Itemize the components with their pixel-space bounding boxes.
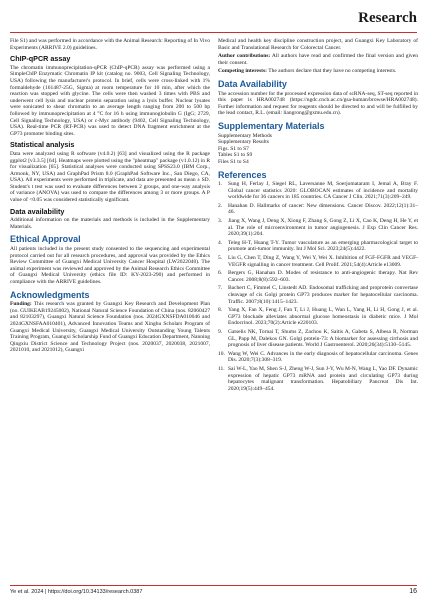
supplementary-item: Figs. S1 to S7 xyxy=(218,145,249,152)
supplementary-item: Supplementary Results xyxy=(218,139,269,146)
reference-number: 3. xyxy=(218,218,223,225)
intro-paragraph: File S1) and was performed in accordance with the Animal Research: Reporting of In Vivo Experiments (ARRIVE 2.0) guidelines. xyxy=(10,38,210,51)
chip-paragraph: The chromatin immunoprecipitation-qPCR (ChIP-qPCR) assay was performed using a SimpleChIP Enzymatic Chromatin IP kit (catalog no. 9003, Cell Signaling Technology, USA) following the manufacturer's protocol. In brief, cells were cross-linked with 1% formaldehyde (161487-25G, Sigma) at room temperature for 10 min, after which the reaction was stopped with glycine. The cells were then washed 3 times with PBS and underwent cell lysis and nuclear protein separation using a lysis buffer. Nuclear lysates were sonicated to shear chromatin to an average length ranging from 200 to 500 bp followed by immunoprecipitation at 4 °C for 16 h using immunoglobulin G (IgG; 2729, Cell Signaling Technology, USA) or c-Myc antibody (9402, Cell Signaling Technology, USA). Real-time PCR (RT-PCR) was used to detect DNA fragment enrichment at the GP73 promoter binding sites. xyxy=(10,64,210,137)
funding-paragraph xyxy=(10,301,210,354)
reference-text: Bachert C, Fimmel C, Linstedt AD. Endosomal trafficking and proprotein convertase cleavage of cis Golgi protein GP73 produces marker for hepatocellular carcinoma. Traffic. 2007;8(10):1415–1423. xyxy=(228,285,418,305)
funding-text: This research was granted by Guangxi Key Research and Development Plan (no. GUIKEAB19245002), National Natural Science Foundation of China (nos. 82060427 and 82103297), Guangxi Natural Science Foundation (nos. 2024GXNSFDA010046 and 2024GXNSFAA010401), Advanced Innovation Teams and Xinghu Scholars Program of Guangxi Medical University, Guangxi Medical University Outstanding Young Talents Training Program, Guangxi Scholarship Fund of Guangxi Education Department, Nanning Qingxiu District Science and Technology Project (nos. 2020037, 2020038, 2021007, 2021010, and 2021012), Guangxi xyxy=(10,301,210,354)
reference-number: 5. xyxy=(218,255,223,262)
reference-item xyxy=(218,203,418,216)
footer-citation: Ye et al. 2024 | https://doi.org/10.34133/research.0387 xyxy=(10,589,143,595)
data-paragraph: Additional information on the materials and methods is included in the Supplementary Materials. xyxy=(10,217,210,230)
reference-list xyxy=(218,181,418,392)
reference-text: Wang W, Wei C. Advances in the early diagnosis of hepatocellular carcinoma. Genes Dis. 2020;7(3):308–319. xyxy=(228,350,418,364)
reference-item xyxy=(218,270,418,283)
reference-number: 1. xyxy=(218,181,223,188)
data-heading: Data availability xyxy=(10,206,65,216)
competing-label: Competing interests: xyxy=(218,68,267,75)
stat-paragraph: Data were analyzed using R software (v4.0.2) [63] and visualized using the R package ggplot2 [v3.3.5] [64]. Heatmaps were plotted using the "pheatmap" package (v1.0.12) in R for visualization [65]. Statistical analyses were conducted using SPSS23.0 (IBM Corp., Armonk, NY, USA) and GraphPad Prism 8.0 (GraphPad Software Inc., San Diego, CA, USA). All experiments were performed in triplicate, and data are presented as mean ± SD. Student's t test was used to evaluate differences between 2 groups, and one-way analysis of variance (ANOVA) was used to compare the differences among 3 or more groups. A P value of <0.05 was considered statistically significant. xyxy=(10,150,210,204)
reference-item xyxy=(218,181,418,201)
author-contributions xyxy=(218,53,418,66)
reference-number: 6. xyxy=(218,270,223,277)
supplementary-item: Supplementary Methods xyxy=(218,132,272,139)
ack-heading: Acknowledgments xyxy=(10,289,90,300)
reference-number: 9. xyxy=(218,328,223,335)
reference-text: Yang X, Fan X, Feng J, Fan T, Li J, Huang L, Wan L, Yang H, Li H, Gong J, et al. GP73 blockade alleviates abnormal glucose homeostasis in diabetic mice. J Mol Endocrinol. 2023;70(2):Article e220103. xyxy=(228,307,418,327)
funding-continued: Medical and health key discipline construction project, and Guangxi Key Laboratory of Basic and Translational Research for Colorectal Cancer. xyxy=(218,38,418,51)
page-number: 16 xyxy=(409,588,417,595)
reference-number: 10. xyxy=(218,350,225,357)
reference-item xyxy=(218,366,418,392)
availability-paragraph: The accession number for the processed expression data of scRNA-seq, ST-seq reported in this paper is HRA002748 (https://ngdc.cncb.ac.cn/gsa-human/browse/HRA002748). Further information and request for reagents should be directed to and will be fulfilled by the lead contact, R.L. (email: liangrong@gxmu.edu.cn). xyxy=(218,90,418,117)
reference-text: Sai W-L, Yao M, Shen S-J, Zheng W-J, Sun J-Y, Wu M-N, Wang L, Yao DF. Dynamic expression of hepatic GP73 mRNA and protein and circulating GP73 during hepatocytes malignant transformation. Hepatobiliary Pancreat Dis Int. 2020;19(5):449–454. xyxy=(228,365,418,392)
supplementary-heading: Supplementary Materials xyxy=(218,120,325,131)
reference-item xyxy=(218,240,418,253)
reference-item xyxy=(218,255,418,268)
chip-heading: ChIP-qPCR assay xyxy=(10,54,71,64)
supplementary-item: Tables S1 to S9 xyxy=(218,152,253,159)
reference-text: Gatselis NK, Tornai T, Shums Z, Zachou K, Saitis A, Gabeta S, Albesa R, Norman GL, Papp M, Dalekos GN. Golgi protein-73: A biomarker for assessing cirrhosis and prognosis of liver disease patients. World J Gastroenterol. 2020;26(34):5130–5145. xyxy=(228,328,418,349)
availability-heading: Data Availability xyxy=(218,78,287,89)
reference-text: Teleg H-T, Huang T-Y. Tumor vasculature as an emerging pharmacological target to promote anti-tumor immunity. Int J Mol Sci. 2023;24(5):4422. xyxy=(228,239,418,253)
supplementary-item: Files S1 to S4 xyxy=(218,158,249,165)
reference-number: 8. xyxy=(218,307,223,314)
funding-label: Funding: xyxy=(10,301,32,308)
left-column xyxy=(10,38,210,356)
reference-number: 7. xyxy=(218,285,223,292)
reference-item xyxy=(218,218,418,238)
reference-number: 11. xyxy=(218,365,225,372)
journal-name: Research xyxy=(358,10,417,26)
supplementary-list xyxy=(218,133,418,166)
reference-text: Hanahan D. Hallmarks of cancer: New dimensions. Cancer Discov. 2022;12(1):31–46. xyxy=(228,202,418,216)
reference-text: Bergers G, Hanahan D. Modes of resistance to anti-angiogenic therapy. Nat Rev Cancer. 2008;8(8):592–603. xyxy=(228,270,418,283)
references-heading: References xyxy=(218,169,267,180)
reference-item xyxy=(218,351,418,364)
reference-item xyxy=(218,307,418,327)
reference-item xyxy=(218,329,418,349)
ethical-paragraph: All patients included in the present study consented to the sequencing and experimental protocol carried out for all research procedures, and approval was provided by the Ethics Review Committee of Guangxi Medical University Cancer Hospital (LW2022040). The animal experiment was reviewed and approved by the Animal Research Ethics Committee of Guangxi Medical University (ethics file ID: KY-2023-290) and performed in compliance with the ARRIVE guidelines. xyxy=(10,246,210,285)
competing-text: The authors declare that they have no competing interests. xyxy=(266,68,397,75)
ethical-heading: Ethical Approval xyxy=(10,234,81,245)
stat-heading: Statistical analysis xyxy=(10,140,75,150)
competing-interests xyxy=(218,68,418,75)
right-column xyxy=(218,38,418,394)
author-text: All authors have read and confirmed the final version and given their consent. xyxy=(218,53,418,66)
author-label: Author contributions: xyxy=(218,53,271,60)
reference-number: 4. xyxy=(218,239,223,246)
reference-number: 2. xyxy=(218,202,223,209)
footer-rule xyxy=(10,585,417,586)
reference-text: Sung H, Ferlay J, Siegel RL, Laversanne M, Soerjomataram I, Jemal A, Bray F. Global cancer statistics 2020: GLOBOCAN estimates of incidence and mortality worldwide for 36 cancers in 185 countries. CA Cancer J Clin. 2021;71(3):209–249. xyxy=(228,181,418,201)
reference-text: Liu G, Chen T, Ding Z, Wang Y, Wei Y, Wei X. Inhibition of FGF-FGFR and VEGF-VEGFR signalling in cancer treatment. Cell Prolif. 2021;54(4):Article e13009. xyxy=(228,255,418,268)
reference-item xyxy=(218,285,418,305)
header-rule xyxy=(10,32,417,33)
page-header xyxy=(0,0,427,38)
reference-text: Jiang X, Wang J, Deng X, Xiong F, Zhang S, Gong Z, Li X, Cao K, Deng H, He Y, et al. The role of microenvironment in tumor angiogenesis. J Exp Clin Cancer Res. 2020;39(1):204. xyxy=(228,218,418,238)
